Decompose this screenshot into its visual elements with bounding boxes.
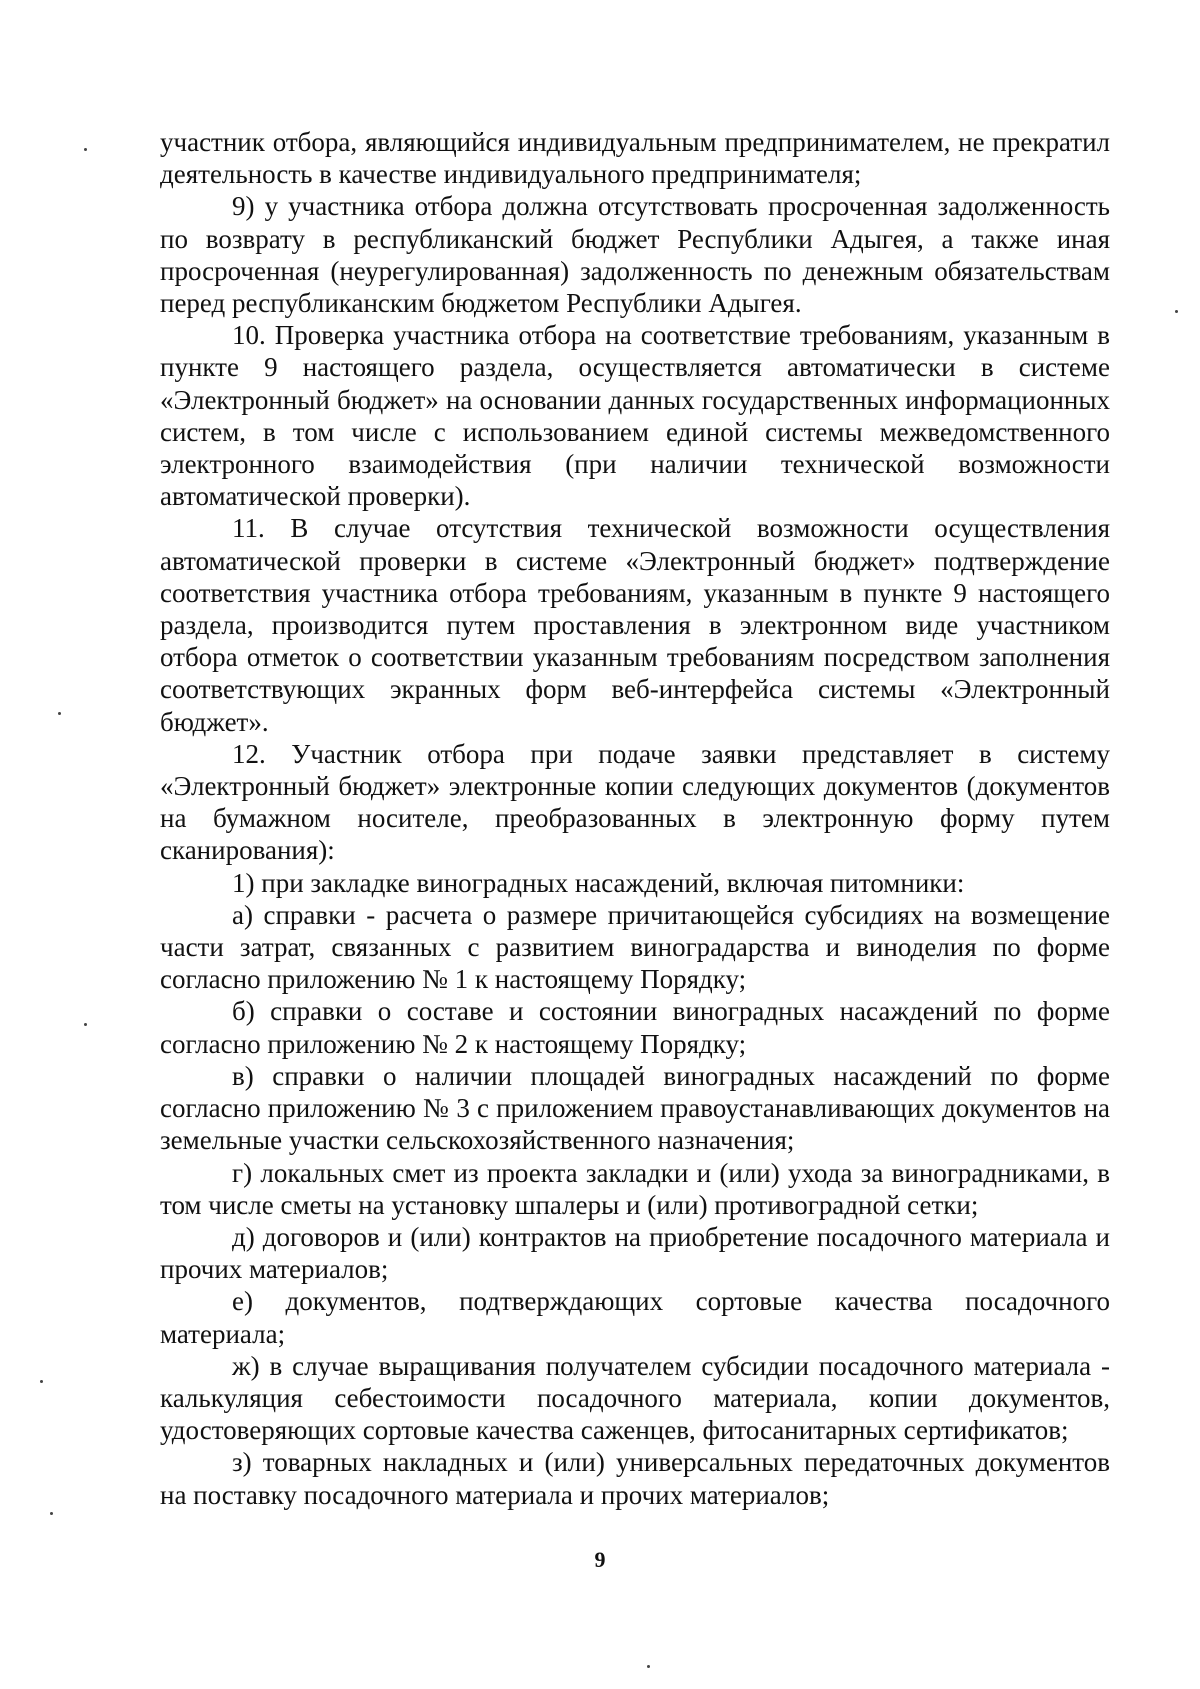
paragraph-item-9: 9) у участника отбора должна отсутствовать просроченная задолженность по возврату в республиканский бюджет Республики Адыгея, а также иная просроченная (неурегулированная) задолженность по денежным обязательствам перед республиканским бюджетом Республики Адыгея. [160, 191, 1110, 319]
paragraph-subitem-g: г) локальных смет из проекта закладки и (или) ухода за виноградниками, в том числе сметы на установку шпалеры и (или) противоградной сетки; [160, 1157, 1110, 1220]
paragraph-item-10: 10. Проверка участника отбора на соответствие требованиям, указанным в пункте 9 настоящего раздела, осуществляется автоматически в системе «Электронный бюджет» на основании данных государственных информационных систем, в том числе с использованием единой системы межведомственного электронного взаимодействия (при наличии технической возможности автоматической проверки). [160, 320, 1110, 512]
paragraph-subitem-v: в) справки о наличии площадей виноградных насаждений по форме согласно приложению № 3 с приложением правоустанавливающих документов на земельные участки сельскохозяйственного назначения; [160, 1060, 1110, 1156]
scan-speck [40, 1380, 43, 1383]
paragraph-subitem-e: е) документов, подтверждающих сортовые качества посадочного материала; [160, 1286, 1110, 1349]
paragraph-item-12: 12. Участник отбора при подаче заявки представляет в систему «Электронный бюджет» электронные копии следующих документов (документов на бумажном носителе, преобразованных в электронную форму путем сканирования): [160, 738, 1110, 866]
scan-speck [647, 1665, 650, 1668]
paragraph-subitem-zh: ж) в случае выращивания получателем субсидии посадочного материала - калькуляция себестоимости посадочного материала, копии документов, удостоверяющих сортовые качества саженцев, фитосанитарных сертификатов; [160, 1350, 1110, 1446]
paragraph-continuation: участник отбора, являющийся индивидуальным предпринимателем, не прекратил деятельность в качестве индивидуального предпринимателя; [160, 127, 1110, 190]
paragraph-subitem-d: д) договоров и (или) контрактов на приобретение посадочного материала и прочих материалов; [160, 1221, 1110, 1285]
scan-speck [1175, 310, 1178, 313]
document-body [160, 126, 1110, 1511]
scan-speck [84, 1023, 87, 1026]
paragraph-subitem-b: б) справки о составе и состоянии виноградных насаждений по форме согласно приложению № 2 к настоящему Порядку; [160, 996, 1110, 1059]
scan-speck [58, 712, 61, 715]
scan-speck [84, 148, 87, 151]
page-number: 9 [594, 1547, 606, 1572]
paragraph-subitem-a: а) справки - расчета о размере причитающейся субсидиях на возмещение части затрат, связанных с развитием виноградарства и виноделия по форме согласно приложению № 1 к настоящему Порядку; [160, 899, 1110, 995]
scan-speck [50, 1512, 53, 1515]
paragraph-subitem-z: з) товарных накладных и (или) универсальных передаточных документов на поставку посадочного материала и прочих материалов; [160, 1447, 1110, 1510]
paragraph-item-11: 11. В случае отсутствия технической возможности осуществления автоматической проверки в системе «Электронный бюджет» подтверждение соответствия участника отбора требованиям, указанным в пункте 9 настоящего раздела, производится путем проставления в электронном виде участником отбора отметок о соответствии указанным требованиям посредством заполнения соответствующих экранных форм веб-интерфейса системы «Электронный бюджет». [160, 513, 1110, 737]
paragraph-subitem-1: 1) при закладке виноградных насаждений, включая питомники: [232, 867, 965, 898]
